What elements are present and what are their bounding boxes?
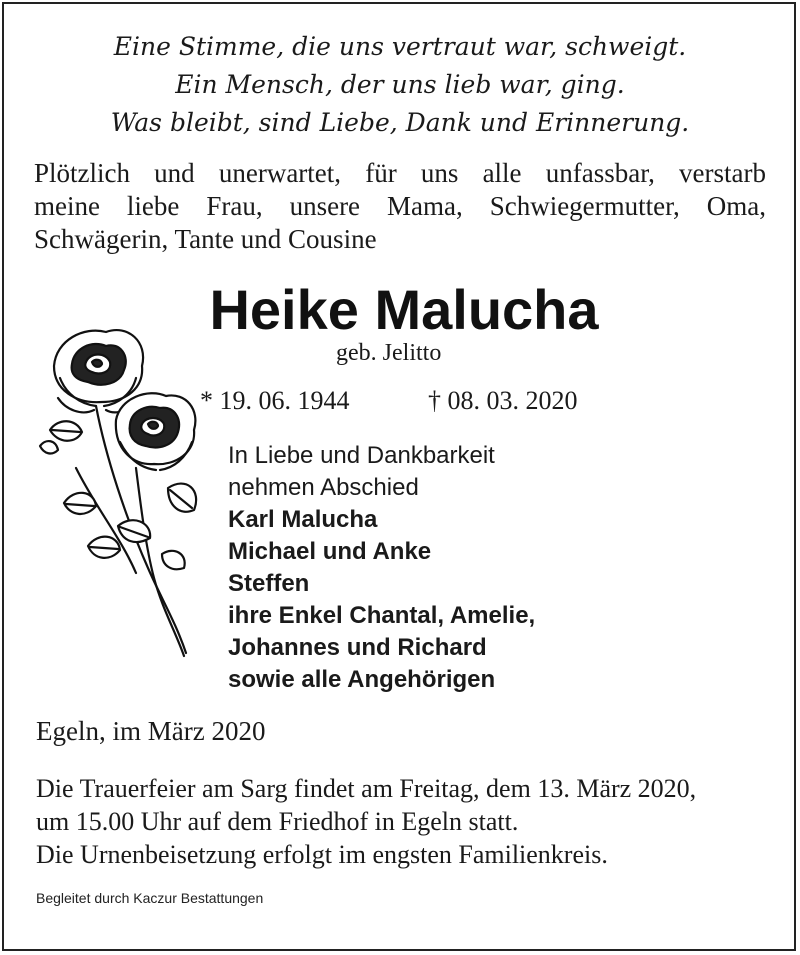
service-line-1: Die Trauerfeier am Sarg findet am Freitag, dem 13. März 2020, [36,774,697,803]
mourner-name: sowie alle Angehörigen [228,666,496,693]
mourners-intro-1: In Liebe und Dankbarkeit [228,442,495,469]
poem-line-3: Was bleibt, sind Liebe, Dank und Erinnerung. [110,108,690,137]
service-info [36,772,696,871]
intro-line-2: meine liebe Frau, unsere Mama, Schwiegermutter, Oma, [34,191,766,221]
service-line-2: um 15.00 Uhr auf dem Friedhof in Egeln statt. [36,807,519,836]
service-line-3: Die Urnenbeisetzung erfolgt im engsten Familienkreis. [36,840,608,869]
intro-text [34,157,766,256]
poem-line-2: Ein Mensch, der uns lieb war, ging. [175,70,625,99]
footer-credit: Begleitet durch Kaczur Bestattungen [36,890,264,906]
intro-line-1: Plötzlich und unerwartet, für uns alle unfassbar, verstarb [34,158,766,188]
roses-icon [36,318,206,663]
poem [0,28,800,142]
deceased-name: Heike Malucha [209,278,599,341]
mourners-block [228,440,535,696]
mourner-name: Karl Malucha [228,506,378,533]
birth-date: * 19. 06. 1944 [200,386,350,415]
mourner-name: Johannes und Richard [228,634,487,661]
mourner-name: Steffen [228,570,310,597]
place-date: Egeln, im März 2020 [36,716,266,746]
life-dates [200,386,578,416]
mourner-name: Michael und Anke [228,538,432,565]
poem-line-1: Eine Stimme, die uns vertraut war, schweigt. [113,32,687,61]
death-date: † 08. 03. 2020 [428,386,578,415]
mourners-intro-2: nehmen Abschied [228,474,419,501]
mourner-name: ihre Enkel Chantal, Amelie, [228,602,536,629]
intro-line-3: Schwägerin, Tante und Cousine [34,224,377,254]
maiden-name: geb. Jelitto [336,340,442,366]
